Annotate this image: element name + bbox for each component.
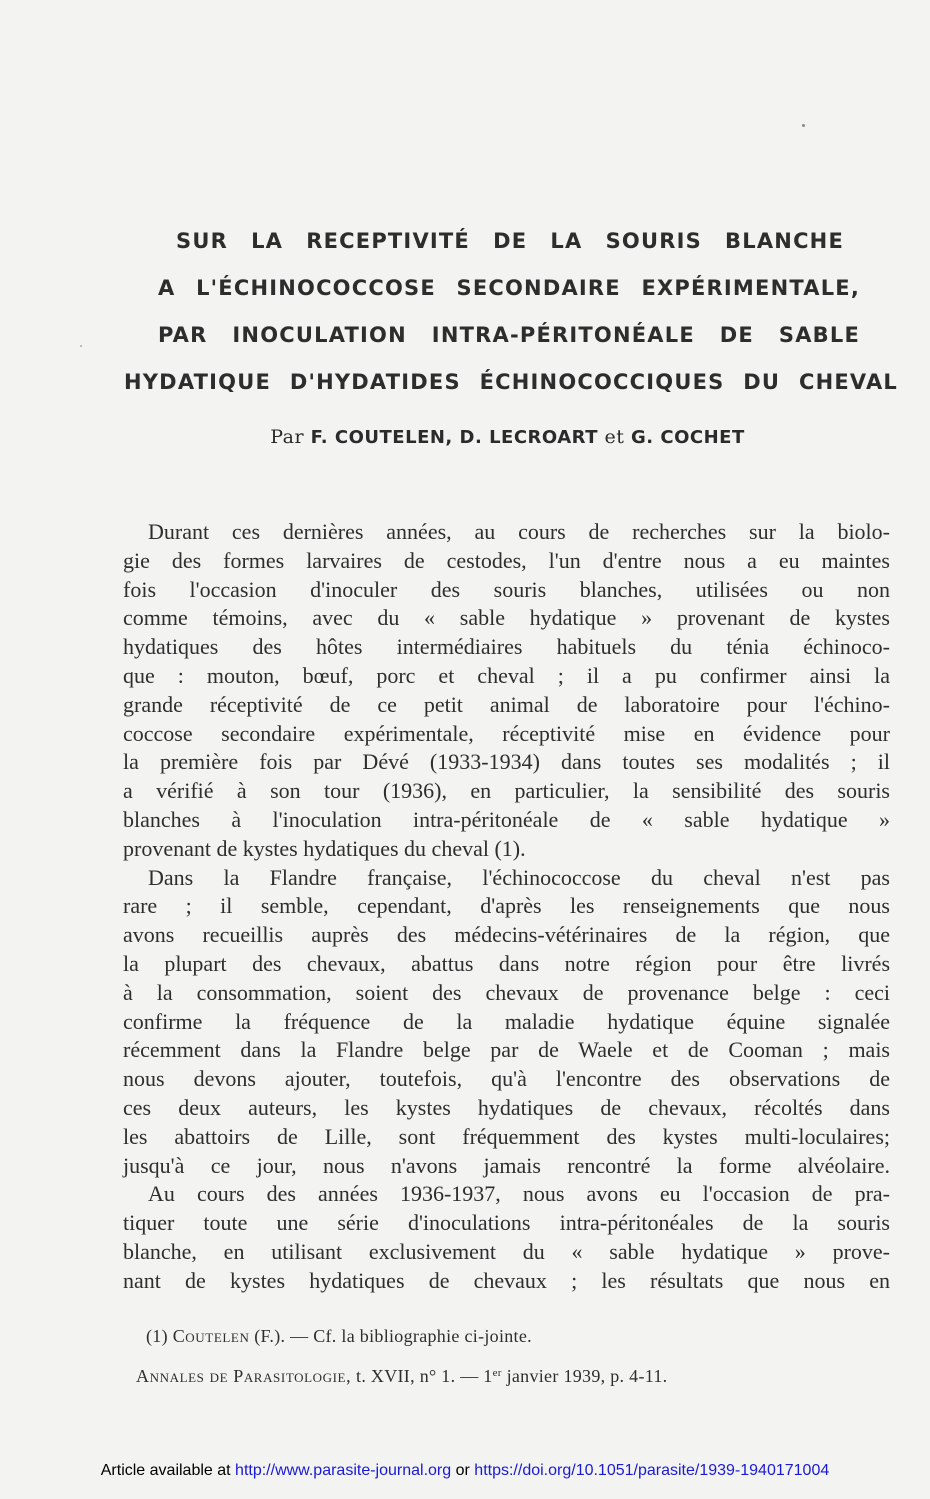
scan-speck	[80, 345, 82, 347]
journal-details-b: janvier 1939, p. 4-11.	[501, 1366, 668, 1386]
journal-link[interactable]: http://www.parasite-journal.org	[235, 1462, 452, 1479]
body-line: grande réceptivité de ce petit animal de laboratoire pour l'échino-	[123, 691, 890, 717]
body-line: rare ; il semble, cependant, d'après les renseignements que nous	[123, 893, 890, 919]
journal-reference	[136, 1366, 667, 1387]
author-prefix: Par	[270, 426, 305, 448]
body-line: tiquer toute une série d'inoculations intra-péritonéales de la souris	[123, 1210, 890, 1236]
footnote-marker: (1)	[146, 1326, 168, 1346]
body-line: nant de kystes hydatiques de chevaux ; les résultats que nous en	[123, 1267, 890, 1293]
body-line: coccose secondaire expérimentale, réceptivité mise en évidence pour	[123, 720, 890, 746]
body-line: fois l'occasion d'inoculer des souris blanches, utilisées ou non	[123, 576, 890, 602]
footnote-text: (F.). — Cf. la bibliographie ci-jointe.	[254, 1326, 532, 1346]
body-line: avons recueillis auprès des médecins-vétérinaires de la région, que	[123, 922, 890, 948]
body-line: blanche, en utilisant exclusivement du « sable hydatique » prove-	[123, 1238, 890, 1264]
body-line: Durant ces dernières années, au cours de recherches sur la biolo-	[148, 519, 890, 544]
availability-prefix: Article available at	[100, 1462, 231, 1479]
title-line-3: PAR INOCULATION INTRA-PÉRITONÉALE DE SABLE	[158, 323, 860, 347]
availability-middle: or	[455, 1462, 470, 1479]
scan-speck	[802, 124, 805, 127]
body-line: confirme la fréquence de la maladie hydatique équine signalée	[123, 1008, 890, 1034]
body-text	[123, 518, 890, 1296]
availability-footer	[0, 1462, 930, 1480]
title-line-1: SUR LA RECEPTIVITÉ DE LA SOURIS BLANCHE	[176, 229, 844, 253]
author-names-b: G. COCHET	[630, 427, 745, 448]
journal-details-a: t. XVII, n° 1. — 1	[356, 1366, 493, 1386]
body-line: que : mouton, bœuf, porc et cheval ; il a pu confirmer ainsi la	[123, 662, 890, 688]
body-line: récemment dans la Flandre belge par de Waele et de Cooman ; mais	[123, 1037, 890, 1063]
body-line: provenant de kystes hydatiques du cheval (1).	[123, 835, 526, 861]
footnote-author: Coutelen	[172, 1326, 250, 1346]
body-line: comme témoins, avec du « sable hydatique » provenant de kystes	[123, 605, 890, 631]
body-line: jusqu'à ce jour, nous n'avons jamais rencontré la forme alvéolaire.	[123, 1152, 890, 1178]
footnote	[146, 1326, 532, 1347]
article-title	[118, 218, 898, 406]
author-line	[0, 426, 930, 448]
body-line: à la consommation, soient des chevaux de provenance belge : ceci	[123, 979, 890, 1005]
body-line: blanches à l'inoculation intra-péritonéale de « sable hydatique »	[123, 806, 890, 832]
body-line: Au cours des années 1936-1937, nous avons eu l'occasion de pra-	[148, 1181, 890, 1207]
journal-name: Annales de Parasitologie,	[136, 1366, 352, 1386]
body-line: la plupart des chevaux, abattus dans notre région pour être livrés	[123, 950, 890, 976]
body-line: a vérifié à son tour (1936), en particulier, la sensibilité des souris	[123, 778, 890, 804]
body-line: ces deux auteurs, les kystes hydatiques de chevaux, récoltés dans	[123, 1094, 890, 1120]
body-line: gie des formes larvaires de cestodes, l'un d'entre nous a eu maintes	[123, 547, 890, 573]
author-names-a: F. COUTELEN, D. LECROART	[310, 427, 598, 448]
title-line-2: A L'ÉCHINOCOCCOSE SECONDAIRE EXPÉRIMENTALE,	[158, 276, 860, 300]
author-conjunction: et	[604, 426, 625, 448]
title-line-4: HYDATIQUE D'HYDATIDES ÉCHINOCOCCIQUES DU CHEVAL	[124, 370, 898, 394]
journal-details-sup: er	[492, 1367, 502, 1379]
body-line: les abattoirs de Lille, sont fréquemment des kystes multi-loculaires;	[123, 1123, 890, 1149]
body-line: la première fois par Dévé (1933-1934) dans toutes ses modalités ; il	[123, 749, 890, 775]
body-line: hydatiques des hôtes intermédiaires habituels du ténia échinoco-	[123, 634, 890, 660]
body-line: Dans la Flandre française, l'échinococcose du cheval n'est pas	[148, 864, 890, 890]
body-line: nous devons ajouter, toutefois, qu'à l'encontre des observations de	[123, 1066, 890, 1092]
doi-link[interactable]: https://doi.org/10.1051/parasite/1939-1940171004	[474, 1462, 830, 1479]
